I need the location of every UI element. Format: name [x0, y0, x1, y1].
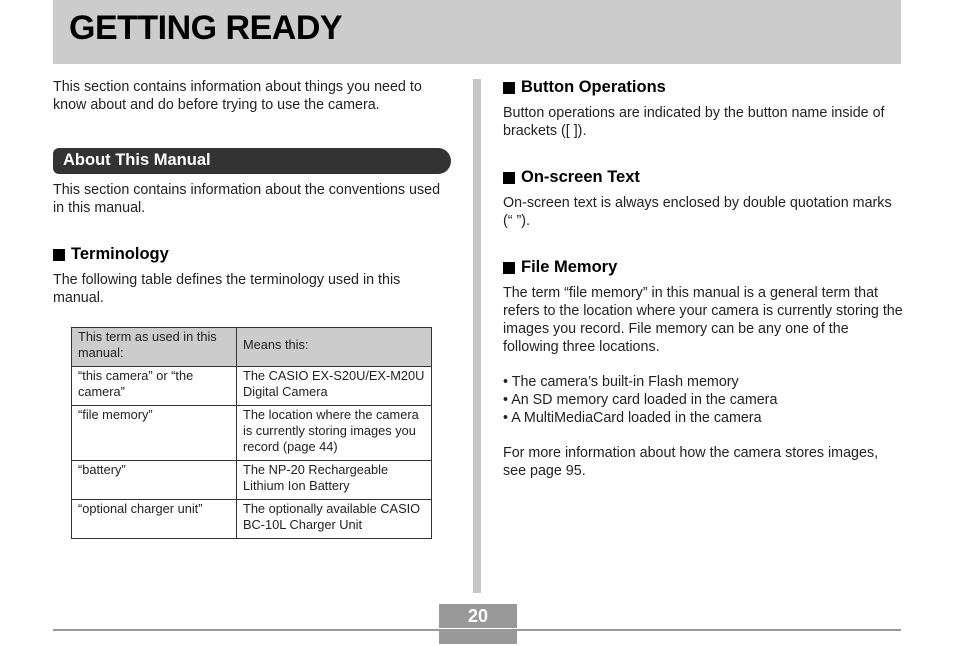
onscreen-text-heading [503, 168, 640, 187]
intro-text: This section contains information about things you need to know about and do before trying to use the camera. [53, 79, 422, 113]
file-memory-heading [503, 258, 617, 277]
table-cell-term: “optional charger unit” [72, 500, 237, 539]
table-cell-term: “this camera” or “the camera” [72, 367, 237, 406]
terminology-table [71, 327, 432, 539]
terminology-title: Terminology [71, 245, 169, 263]
terminology-text: The following table defines the terminology used in this manual. [53, 272, 401, 306]
page-title: GETTING READY [69, 9, 343, 47]
page-number-box-tail [439, 631, 517, 644]
section-title-about-manual: About This Manual [63, 151, 211, 169]
column-divider [473, 79, 481, 593]
terminology-heading [53, 245, 169, 264]
square-bullet-icon [53, 249, 65, 261]
table-row [72, 500, 432, 539]
table-row [72, 461, 432, 500]
table-cell-meaning: The CASIO EX-S20U/EX-M20U Digital Camera [237, 367, 432, 406]
button-operations-title: Button Operations [521, 78, 666, 96]
page-number: 20 [467, 606, 489, 626]
table-row [72, 406, 432, 461]
table-cell-meaning: The optionally available CASIO BC-10L Charger Unit [237, 500, 432, 539]
file-memory-more: For more information about how the camera stores images, see page 95. [503, 445, 879, 479]
onscreen-text-text: On-screen text is always enclosed by double quotation marks (“ ”). [503, 195, 892, 229]
list-item: • A MultiMediaCard loaded in the camera [503, 410, 762, 426]
square-bullet-icon [503, 262, 515, 274]
table-cell-meaning: The location where the camera is currently storing images you record (page 44) [237, 406, 432, 461]
square-bullet-icon [503, 172, 515, 184]
onscreen-text-title: On-screen Text [521, 168, 640, 186]
file-memory-text: The term “file memory” in this manual is a general term that refers to the location where your camera is currently storing the images you record. File memory can be any one of the following three locations. [503, 285, 903, 355]
table-row [72, 367, 432, 406]
file-memory-title: File Memory [521, 258, 618, 276]
table-cell-meaning: The NP-20 Rechargeable Lithium Ion Battery [237, 461, 432, 500]
list-item: • The camera’s built-in Flash memory [503, 374, 739, 390]
file-memory-list [503, 373, 901, 427]
table-header-term: This term as used in this manual: [72, 328, 237, 367]
table-header-row [72, 328, 432, 367]
about-manual-text: This section contains information about the conventions used in this manual. [53, 182, 441, 216]
table-cell-term: “battery” [72, 461, 237, 500]
section-bar-about-manual [53, 148, 451, 174]
table-header-meaning: Means this: [237, 328, 432, 367]
header-bar [53, 0, 901, 64]
square-bullet-icon [503, 82, 515, 94]
page-number-box [439, 604, 517, 628]
list-item: • An SD memory card loaded in the camera [503, 392, 778, 408]
table-cell-term: “file memory” [72, 406, 237, 461]
button-operations-heading [503, 78, 666, 97]
button-operations-text: Button operations are indicated by the button name inside of brackets ([ ]). [503, 105, 885, 139]
